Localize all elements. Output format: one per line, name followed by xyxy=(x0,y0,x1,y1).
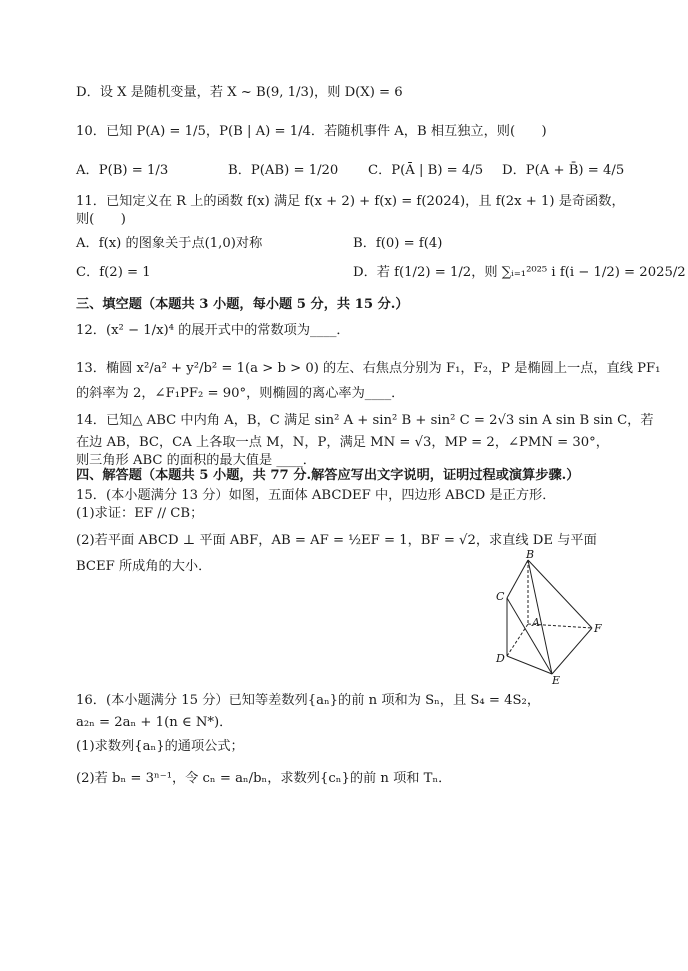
q14-stem-cont: 在边 AB，BC，CA 上各取一点 M，N，P，满足 MN = √3，MP = 2，∠PMN = 30°， xyxy=(76,435,609,450)
q14-stem-end: 则三角形 ABC 的面积的最大值是 ____． xyxy=(76,453,316,468)
vertex-label-c: C xyxy=(496,590,505,603)
q11-option-a: A．f(x) 的图象关于点(1,0)对称 xyxy=(76,236,263,251)
section-answer-heading: 四、解答题（本题共 5 小题，共 77 分.解答应写出文字说明，证明过程或演算步骤.） xyxy=(76,468,580,483)
q16-stem: 16．(本小题满分 15 分）已知等差数列{aₙ}的前 n 项和为 Sₙ，且 S₄ = 4S₂， xyxy=(76,693,541,708)
q16-condition: a₂ₙ = 2aₙ + 1(n ∈ N*)． xyxy=(76,715,233,730)
pentahedron-figure xyxy=(490,548,610,687)
q11-option-c: C．f(2) = 1 xyxy=(76,265,151,280)
q10-option-b: B．P(AB) = 1/20 xyxy=(228,163,339,178)
vertex-label-d: D xyxy=(496,652,505,665)
q13-stem: 13．椭圆 x²/a² + y²/b² = 1(a > b > 0) 的左、右焦点分别为 F₁，F₂，P 是椭圆上一点，直线 PF₁ xyxy=(76,361,661,376)
q12-stem: 12．(x² − 1/x)⁴ 的展开式中的常数项为____． xyxy=(76,323,350,338)
vertex-label-e: E xyxy=(552,674,561,687)
section-fill-blank-heading: 三、填空题（本题共 3 小题，每小题 5 分，共 15 分.） xyxy=(76,297,409,312)
q16-part1: (1)求数列{aₙ}的通项公式； xyxy=(76,739,244,754)
q11-stem-cont: 则( ) xyxy=(76,212,126,227)
q9-option-d: D．设 X 是随机变量，若 X ~ B(9, 1/3)，则 D(X) = 6 xyxy=(76,85,403,100)
q10-option-c: C．P(Ā | B) = 4/5 xyxy=(368,163,484,178)
q11-option-d: D．若 f(1/2) = 1/2，则 ∑ᵢ₌₁²⁰²⁵ i f(i − 1/2) = 2025/2 xyxy=(353,265,686,280)
q15-part2-cont: BCEF 所成角的大小． xyxy=(76,559,212,574)
q10-option-d: D．P(A + B̄) = 4/5 xyxy=(502,163,625,178)
q15-stem: 15．(本小题满分 13 分）如图，五面体 ABCDEF 中，四边形 ABCD 是正方形． xyxy=(76,488,556,503)
q10-option-a: A．P(B) = 1/3 xyxy=(76,163,169,178)
q16-part2: (2)若 bₙ = 3ⁿ⁻¹，令 cₙ = aₙ/bₙ，求数列{cₙ}的前 n 项和 Tₙ． xyxy=(76,771,452,786)
q11-stem: 11．已知定义在 R 上的函数 f(x) 满足 f(x + 2) + f(x) = f(2024)，且 f(2x + 1) 是奇函数， xyxy=(76,194,625,209)
q14-stem: 14．已知△ ABC 中内角 A，B，C 满足 sin² A + sin² B + sin² C = 2√3 sin A sin B sin C，若 xyxy=(76,413,654,428)
q13-stem-cont: 的斜率为 2，∠F₁PF₂ = 90°，则椭圆的离心率为____． xyxy=(76,386,405,401)
q15-part1: (1)求证：EF // CB； xyxy=(76,506,204,521)
q11-option-b: B．f(0) = f(4) xyxy=(353,236,443,251)
vertex-label-b: B xyxy=(526,548,535,561)
vertex-label-f: F xyxy=(594,622,602,635)
vertex-label-a: A xyxy=(532,616,540,629)
q15-part2: (2)若平面 ABCD ⊥ 平面 ABF，AB = AF = ½EF = 1，BF = √2，求直线 DE 与平面 xyxy=(76,533,597,548)
q10-stem: 10．已知 P(A) = 1/5，P(B | A) = 1/4．若随机事件 A，B 相互独立，则( ) xyxy=(76,124,547,139)
